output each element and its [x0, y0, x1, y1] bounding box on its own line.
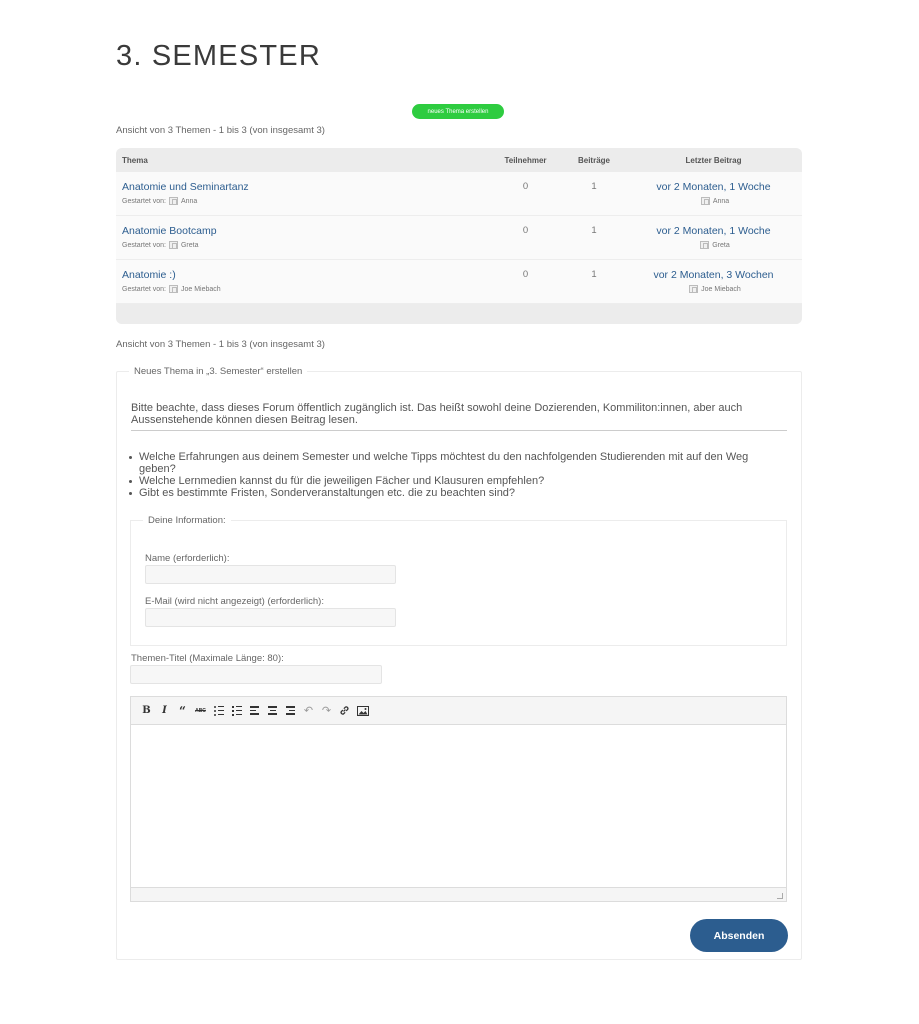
image-icon[interactable]: [355, 703, 370, 718]
topic-link[interactable]: Anatomie und Seminartanz: [122, 181, 249, 193]
blockquote-icon[interactable]: “: [179, 703, 186, 718]
align-center-icon[interactable]: [265, 703, 280, 718]
bullet-list-icon[interactable]: [211, 703, 226, 718]
email-label: E-Mail (wird nicht angezeigt) (erforderlich):: [145, 596, 324, 607]
undo-icon[interactable]: ↶: [303, 705, 314, 717]
name-input[interactable]: [145, 565, 396, 584]
freshness-link[interactable]: vor 2 Monaten, 3 Wochen: [653, 269, 774, 281]
link-icon[interactable]: [337, 703, 352, 718]
voice-count: 0: [522, 225, 529, 236]
avatar: [689, 285, 698, 293]
user-info-fieldset: [130, 515, 787, 646]
last-post-author: [625, 197, 802, 205]
editor-textarea[interactable]: [131, 725, 786, 887]
table-row: [116, 260, 802, 304]
freshness-link[interactable]: vor 2 Monaten, 1 Woche: [656, 225, 771, 237]
email-input[interactable]: [145, 608, 396, 627]
content-editor: [130, 696, 787, 902]
avatar: [700, 241, 709, 249]
numbered-list-icon[interactable]: [229, 703, 244, 718]
started-by: [122, 241, 488, 249]
avatar: [169, 285, 178, 293]
topic-link[interactable]: Anatomie Bootcamp: [122, 225, 217, 237]
post-count: 1: [591, 181, 597, 192]
topic-link[interactable]: Anatomie :): [122, 269, 176, 281]
author-link[interactable]: Anna: [180, 197, 198, 205]
started-by: [122, 197, 488, 205]
name-label: Name (erforderlich):: [145, 553, 230, 564]
started-by-label: Gestartet von:: [122, 241, 166, 249]
avatar: [169, 197, 178, 205]
header-freshness: Letzter Beitrag: [685, 155, 742, 165]
pagination-count-top: Ansicht von 3 Themen - 1 bis 3 (von insgesamt 3): [116, 125, 325, 136]
header-posts: Beiträge: [577, 155, 610, 165]
avatar: [701, 197, 710, 205]
table-row: [116, 172, 802, 216]
editor-statusbar: [131, 887, 786, 901]
table-header: [116, 148, 802, 172]
strikethrough-icon[interactable]: ABC: [195, 707, 206, 714]
tips-list: [127, 451, 787, 499]
form-legend: Neues Thema in „3. Semester“ erstellen: [129, 366, 307, 377]
post-count: 1: [591, 269, 597, 280]
topic-title-label: Themen-Titel (Maximale Länge: 80):: [131, 653, 284, 664]
submit-button[interactable]: Absenden: [690, 919, 788, 952]
bold-icon[interactable]: B: [142, 705, 151, 716]
list-item: Gibt es bestimmte Fristen, Sonderveranstaltungen etc. die zu beachten sind?: [127, 487, 787, 499]
pagination-count-bottom: Ansicht von 3 Themen - 1 bis 3 (von insgesamt 3): [116, 339, 325, 350]
last-post-author: [625, 241, 802, 249]
topic-title-input[interactable]: [130, 665, 382, 684]
voice-count: 0: [522, 269, 529, 280]
started-by-label: Gestartet von:: [122, 285, 166, 293]
new-topic-form: [116, 366, 802, 960]
list-item: Welche Erfahrungen aus deinem Semester und welche Tipps möchtest du den nachfolgenden Studierenden mit auf den Weg geben?: [127, 451, 787, 475]
author-link[interactable]: Joe Miebach: [701, 285, 741, 293]
topics-table: [116, 148, 802, 324]
table-row: [116, 216, 802, 260]
author-link[interactable]: Joe Miebach: [180, 285, 221, 293]
page-title: 3. SEMESTER: [116, 40, 321, 72]
author-link[interactable]: Anna: [712, 197, 730, 205]
align-right-icon[interactable]: [283, 703, 298, 718]
info-legend: Deine Information:: [143, 515, 231, 526]
editor-toolbar: [131, 697, 786, 725]
voice-count: 0: [522, 181, 529, 192]
list-item: Welche Lernmedien kannst du für die jeweiligen Fächer und Klausuren empfehlen?: [127, 475, 787, 487]
started-by: [122, 285, 488, 293]
started-by-label: Gestartet von:: [122, 197, 166, 205]
last-post-author: [625, 285, 802, 293]
table-footer: [116, 304, 802, 324]
header-topic: Thema: [122, 155, 148, 165]
redo-icon[interactable]: ↷: [321, 705, 332, 717]
align-left-icon[interactable]: [247, 703, 262, 718]
forum-notice: Bitte beachte, dass dieses Forum öffentlich zugänglich ist. Das heißt sowohl deine Dozierenden, Kommiliton:innen, aber auch Aussenstehende können diesen Beitrag lesen.: [131, 402, 787, 431]
avatar: [169, 241, 178, 249]
author-link[interactable]: Greta: [180, 241, 199, 249]
resize-handle[interactable]: [777, 893, 783, 899]
header-voices: Teilnehmer: [504, 155, 547, 165]
new-topic-button[interactable]: neues Thema erstellen: [412, 104, 504, 119]
author-link[interactable]: Greta: [712, 241, 730, 249]
italic-icon[interactable]: I: [162, 705, 167, 716]
post-count: 1: [591, 225, 597, 236]
freshness-link[interactable]: vor 2 Monaten, 1 Woche: [656, 181, 771, 193]
